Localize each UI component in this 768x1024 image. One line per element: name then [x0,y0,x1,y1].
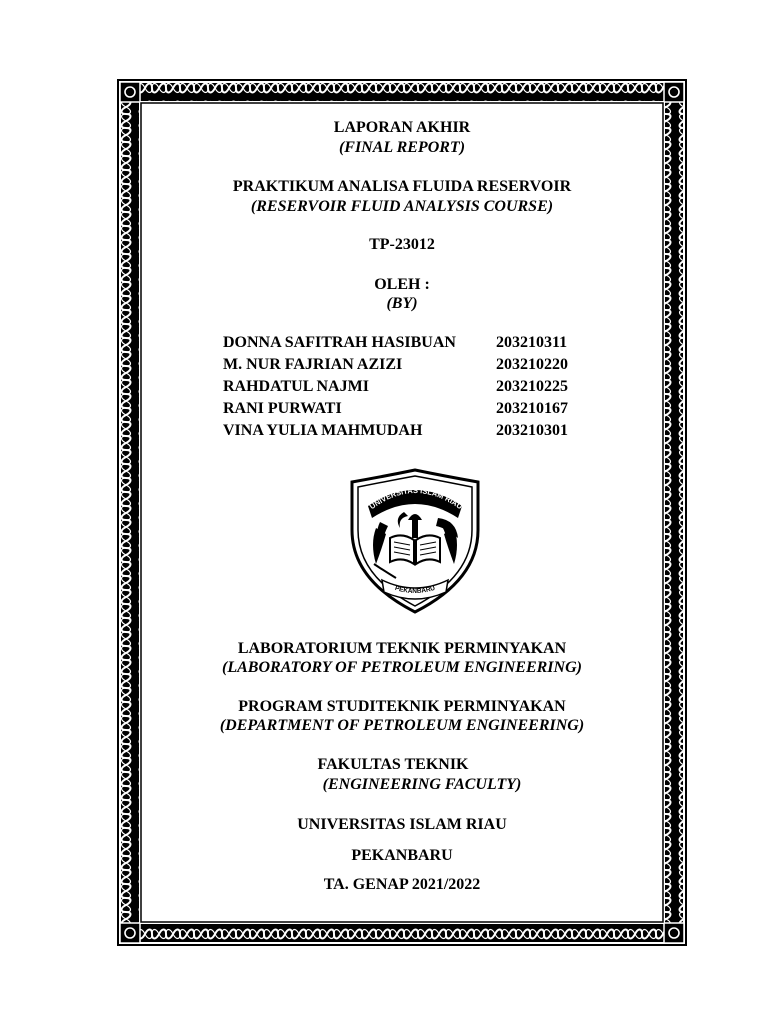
university-logo [346,468,484,614]
university-name: UNIVERSITAS ISLAM RIAU [297,816,507,833]
city-name: PEKANBARU [351,847,453,864]
lab-english: (LABORATORY OF PETROLEUM ENGINEERING) [222,659,582,676]
faculty-indonesian: FAKULTAS TEKNIK [317,756,469,773]
program-english: (DEPARTMENT OF PETROLEUM ENGINEERING) [219,717,585,734]
member-id: 203210220 [496,356,568,373]
course-indonesian: PRAKTIKUM ANALISA FLUIDA RESERVOIR [232,178,572,195]
logo-bottom-text: PEKANBARU [394,584,436,596]
title-indonesian: LAPORAN AKHIR [333,119,471,136]
course-code: TP-23012 [369,236,435,253]
academic-year: TA. GENAP 2021/2022 [323,876,481,893]
member-id: 203210301 [496,422,568,439]
faculty-english: (ENGINEERING FACULTY) [322,776,522,793]
member-name: DONNA SAFITRAH HASIBUAN [223,334,456,351]
logo-top-text: UNIVERSITAS ISLAM RIAU [367,485,465,512]
member-name: VINA YULIA MAHMUDAH [223,422,423,439]
member-id: 203210311 [496,334,568,351]
course-english: (RESERVOIR FLUID ANALYSIS COURSE) [250,198,554,215]
member-id: 203210225 [496,378,568,395]
lab-indonesian: LABORATORIUM TEKNIK PERMINYAKAN [237,640,567,657]
cover-content [141,100,663,926]
member-name: RANI PURWATI [223,400,342,417]
program-indonesian: PROGRAM STUDITEKNIK PERMINYAKAN [238,698,566,715]
title-english: (FINAL REPORT) [338,139,466,156]
member-name: RAHDATUL NAJMI [223,378,369,395]
member-name: M. NUR FAJRIAN AZIZI [223,356,403,373]
member-id: 203210167 [496,400,568,417]
by-english: (BY) [386,295,418,312]
university-crest-icon [346,468,484,614]
by-indonesian: OLEH : [374,276,430,293]
